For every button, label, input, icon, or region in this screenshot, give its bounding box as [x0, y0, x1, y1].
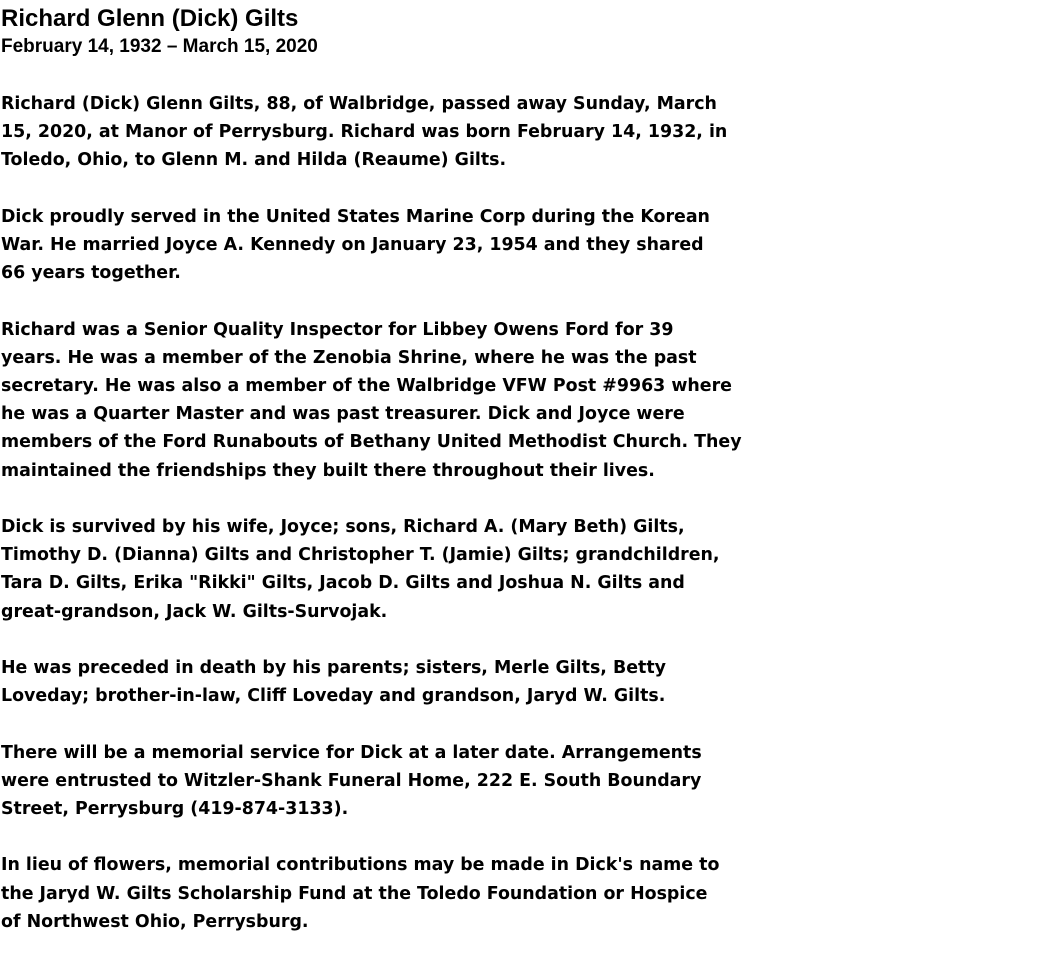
text-line: great-grandson, Jack W. Gilts-Survojak.	[1, 601, 388, 622]
paragraph	[1, 90, 821, 175]
life-dates: February 14, 1932 – March 15, 2020	[1, 36, 318, 57]
text-line: He was preceded in death by his parents; sisters, Merle Gilts, Betty	[1, 658, 666, 678]
paragraph	[1, 851, 821, 936]
text-line: of Northwest Ohio, Perrysburg.	[1, 911, 309, 932]
text-line: Tara D. Gilts, Erika "Rikki" Gilts, Jacob D. Gilts and Joshua N. Gilts and	[1, 573, 685, 594]
text-line: 66 years together.	[1, 263, 181, 284]
text-line: Dick proudly served in the United States Marine Corp during the Korean	[1, 206, 710, 227]
text-line: were entrusted to Witzler-Shank Funeral Home, 222 E. South Boundary	[1, 770, 702, 791]
text-line: Richard (Dick) Glenn Gilts, 88, of Walbridge, passed away Sunday, March	[1, 94, 717, 114]
text-line: secretary. He was also a member of the Walbridge VFW Post #9963 where	[1, 376, 732, 396]
text-line: Dick is survived by his wife, Joyce; sons, Richard A. (Mary Beth) Gilts,	[1, 517, 685, 537]
paragraph	[1, 654, 821, 710]
paragraph	[1, 739, 821, 824]
text-line: Toledo, Ohio, to Glenn M. and Hilda (Reaume) Gilts.	[1, 150, 507, 171]
text-line: Richard was a Senior Quality Inspector for Libbey Owens Ford for 39	[1, 319, 674, 340]
text-line: maintained the friendships they built there throughout their lives.	[1, 460, 655, 481]
text-line: There will be a memorial service for Dick at a later date. Arrangements	[1, 742, 702, 763]
paragraph	[1, 513, 821, 626]
text-line: 15, 2020, at Manor of Perrysburg. Richard was born February 14, 1932, in	[1, 122, 728, 143]
obituary-body	[1, 90, 821, 936]
text-line: Street, Perrysburg (419-874-3133).	[1, 799, 349, 819]
text-line: the Jaryd W. Gilts Scholarship Fund at the Toledo Foundation or Hospice	[1, 883, 708, 904]
text-line: Loveday; brother-in-law, Cliff Loveday and grandson, Jaryd W. Gilts.	[1, 686, 666, 707]
document-title: Richard Glenn (Dick) Gilts	[1, 5, 299, 32]
text-line: In lieu of flowers, memorial contributions may be made in Dick's name to	[1, 855, 720, 876]
text-line: War. He married Joyce A. Kennedy on January 23, 1954 and they shared	[1, 235, 704, 255]
obituary-document	[1, 4, 821, 964]
paragraph	[1, 316, 821, 485]
text-line: he was a Quarter Master and was past treasurer. Dick and Joyce were	[1, 404, 685, 425]
text-line: Timothy D. (Dianna) Gilts and Christopher T. (Jamie) Gilts; grandchildren,	[1, 545, 720, 566]
text-line: members of the Ford Runabouts of Bethany United Methodist Church. They	[1, 432, 742, 453]
paragraph	[1, 203, 821, 288]
text-line: years. He was a member of the Zenobia Shrine, where he was the past	[1, 347, 697, 368]
